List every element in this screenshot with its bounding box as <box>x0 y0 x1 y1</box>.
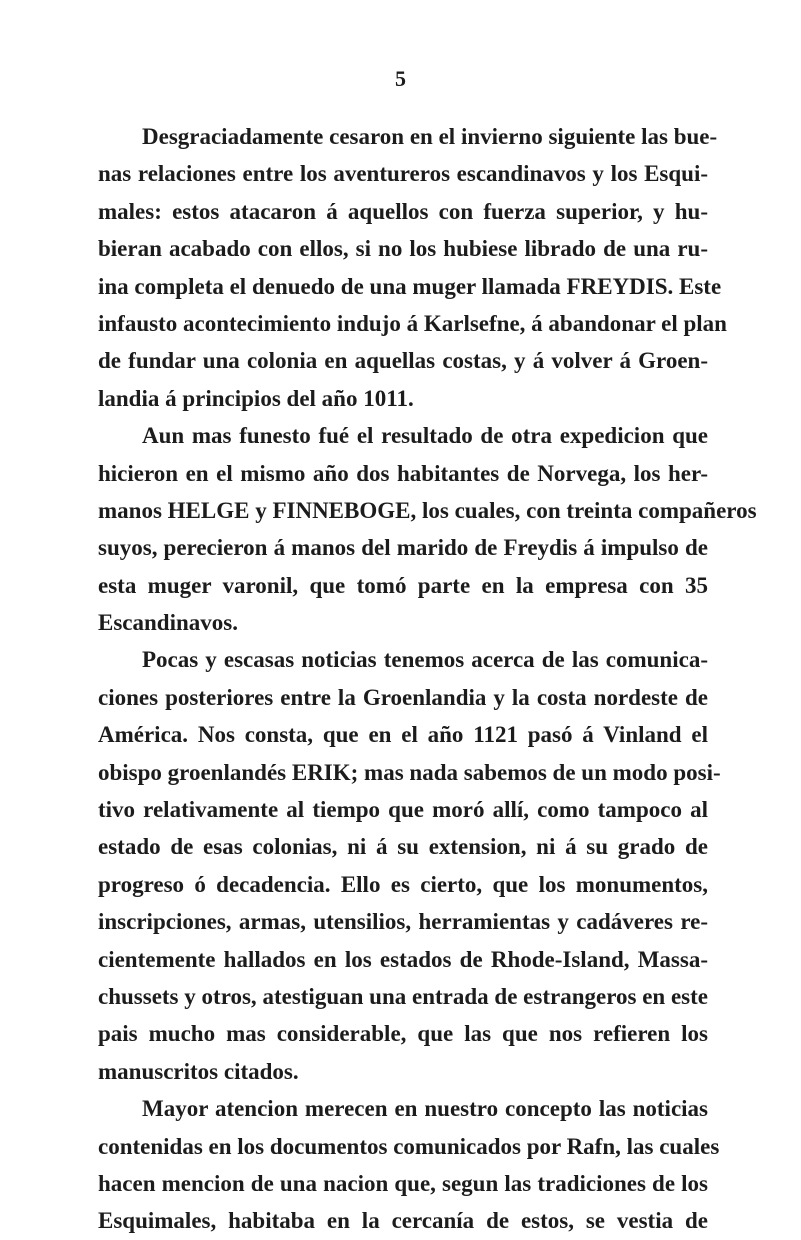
text-line: Desgraciadamente cesaron en el invierno siguiente las bue- <box>142 124 718 149</box>
body-text <box>98 118 757 1240</box>
text-line: Esquimales, habitaba en la cercanía de estos, se vestia de <box>98 1208 708 1234</box>
text-line: esta muger varonil, que tomó parte en la empresa con 35 <box>98 572 708 598</box>
text-line: pais mucho mas considerable, que las que nos refieren los <box>98 1021 708 1047</box>
text-line: nas relaciones entre los aventureros escandinavos y los Esqui- <box>98 161 708 187</box>
text-line: manos HELGE y FINNEBOGE, los cuales, con treinta compañeros <box>98 497 757 523</box>
text-line: América. Nos consta, que en el año 1121 pasó á Vinland el <box>98 722 708 748</box>
text-line: progreso ó decadencia. Ello es cierto, que los monumentos, <box>98 871 708 897</box>
text-line: Pocas y escasas noticias tenemos acerca de las comunica- <box>142 647 708 673</box>
text-line: Escandinavos. <box>98 610 238 636</box>
text-line: cientemente hallados en los estados de Rhode-Island, Massa- <box>98 946 708 972</box>
text-line: ciones posteriores entre la Groenlandia y la costa nordeste de <box>98 684 708 710</box>
text-line: inscripciones, armas, utensilios, herramientas y cadáveres re- <box>98 909 708 935</box>
text-line: suyos, perecieron á manos del marido de Freydis á impulso de <box>98 535 708 561</box>
text-line: contenidas en los documentos comunicados por Rafn, las cuales <box>98 1133 720 1159</box>
text-line: de fundar una colonia en aquellas costas, y á volver á Groen- <box>98 348 708 374</box>
text-line: obispo groenlandés ERIK; mas nada sabemos de un modo posi- <box>98 759 721 785</box>
text-line: males: estos atacaron á aquellos con fuerza superior, y hu- <box>98 198 708 224</box>
text-line: Aun mas funesto fué el resultado de otra expedicion que <box>142 423 708 449</box>
text-line: estado de esas colonias, ni á su extension, ni á su grado de <box>98 834 708 860</box>
text-line: tivo relativamente al tiempo que moró allí, como tampoco al <box>98 797 708 823</box>
text-line: infausto acontecimiento indujo á Karlsefne, á abandonar el plan <box>98 310 727 336</box>
text-line: hicieron en el mismo año dos habitantes de Norvega, los her- <box>98 460 708 486</box>
text-line: hacen mencion de una nacion que, segun las tradiciones de los <box>98 1170 708 1196</box>
text-line: manuscritos citados. <box>98 1058 299 1084</box>
text-line: landia á principios del año 1011. <box>98 385 414 411</box>
text-line: chussets y otros, atestiguan una entrada de estrangeros en este <box>98 983 708 1009</box>
text-line: ina completa el denuedo de una muger llamada FREYDIS. Este <box>98 273 722 299</box>
text-line: bieran acabado con ellos, si no los hubiese librado de una ru- <box>98 236 708 262</box>
text-line: Mayor atencion merecen en nuestro concepto las noticias <box>142 1096 708 1122</box>
page-number: 5 <box>395 66 406 91</box>
